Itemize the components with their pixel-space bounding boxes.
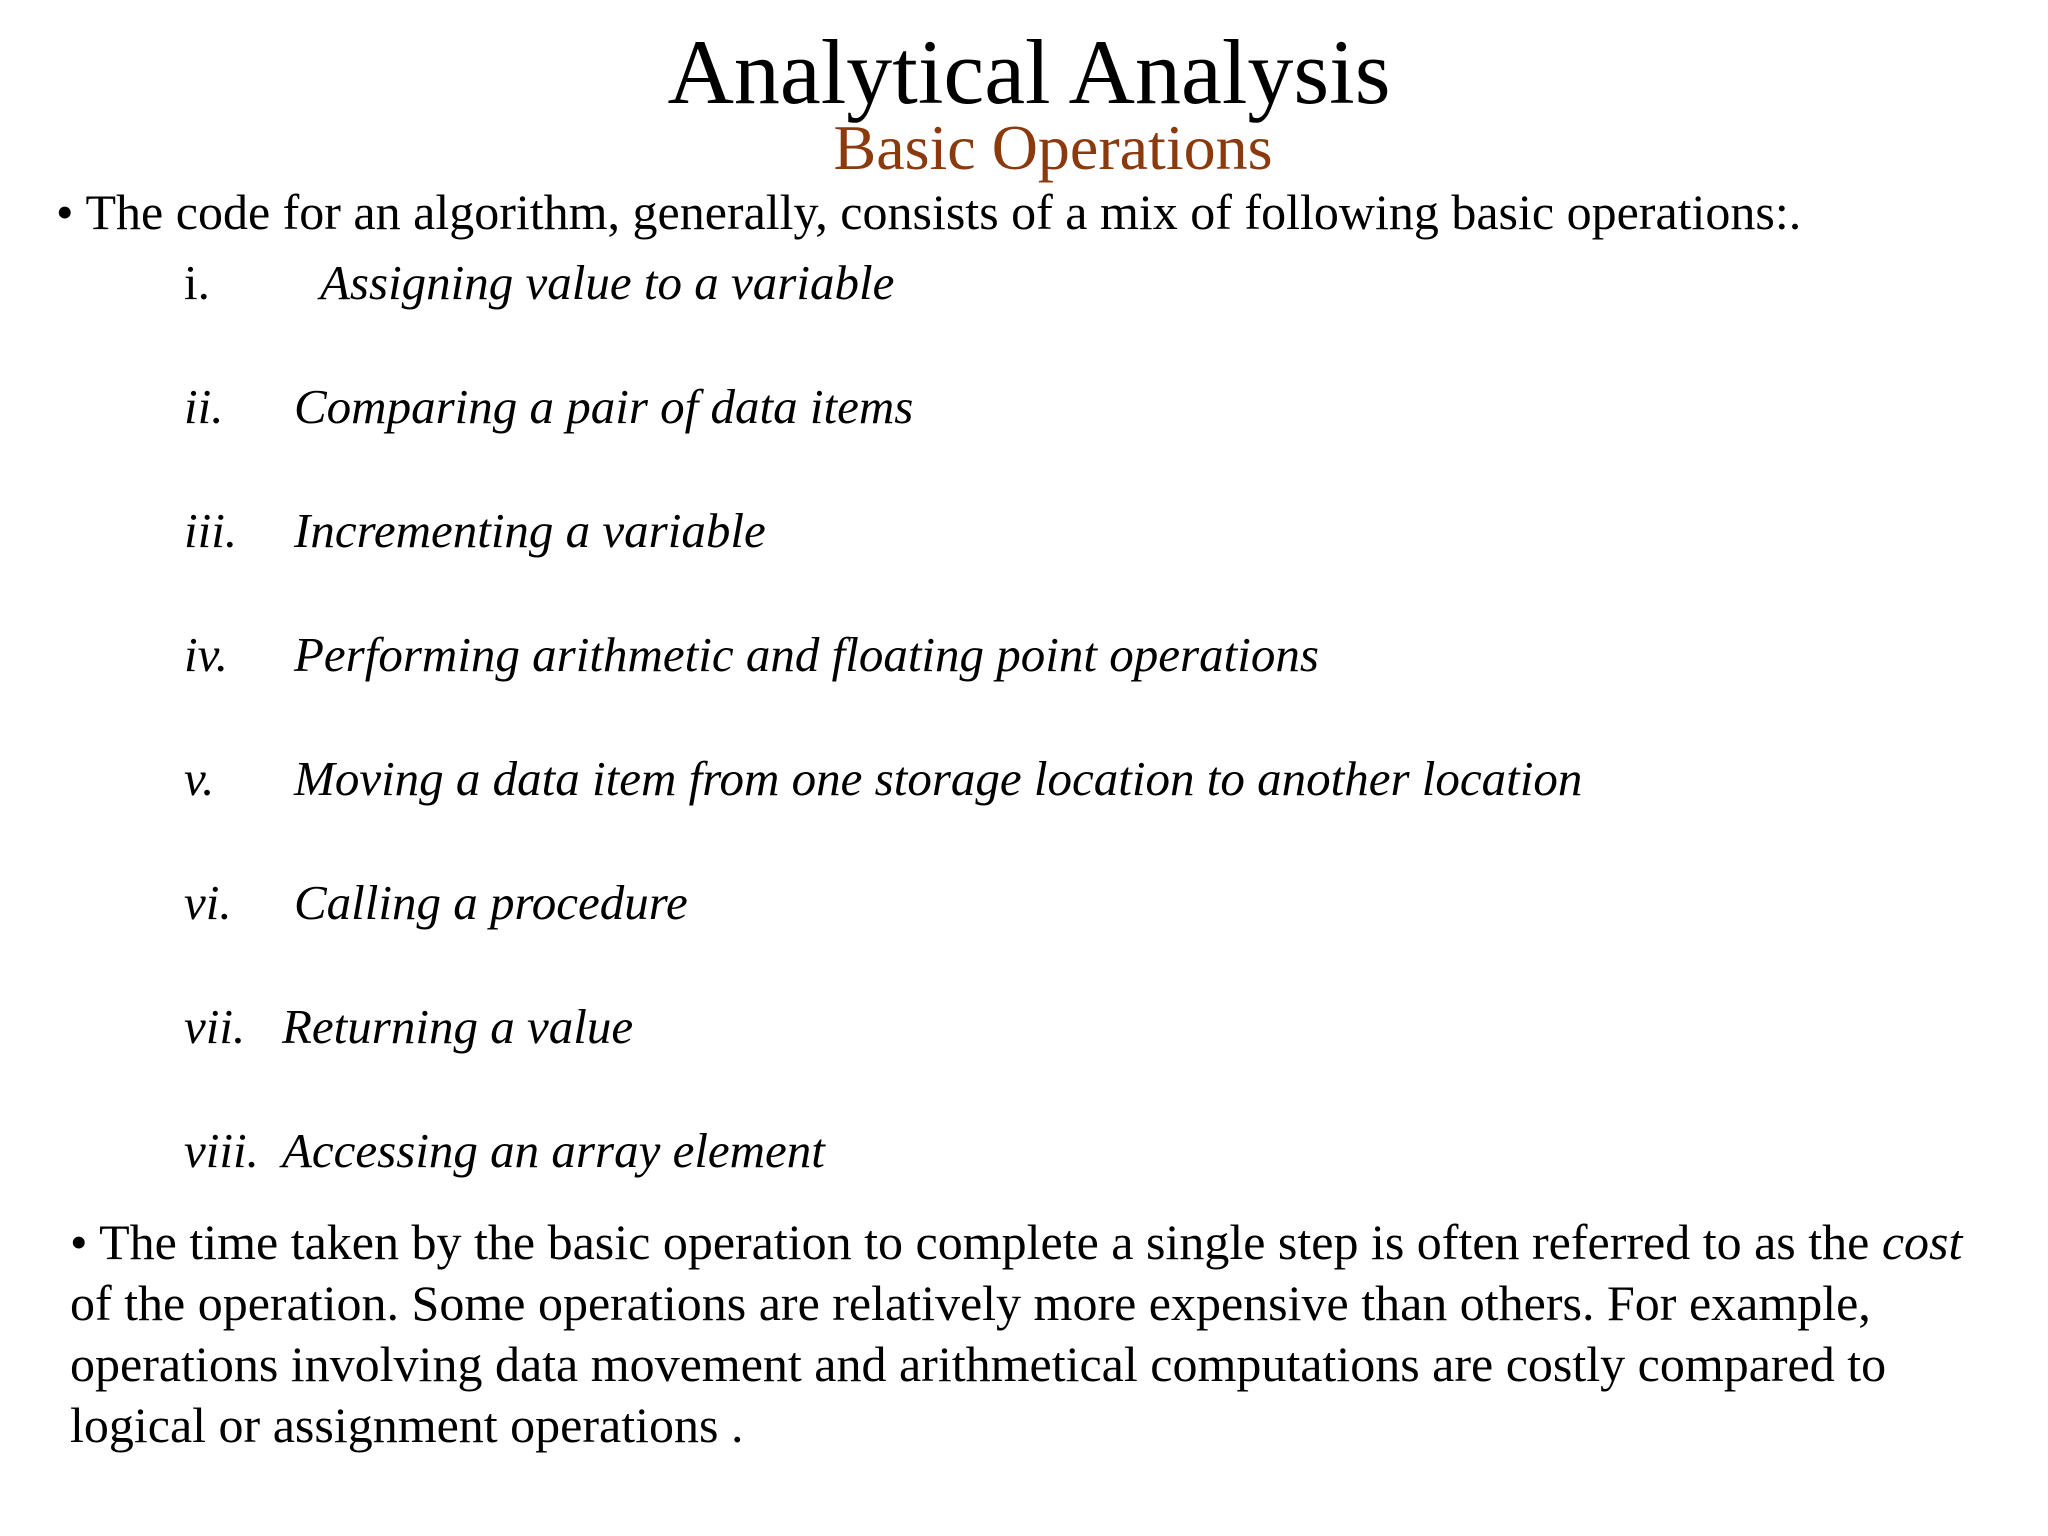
- bullet-icon: •: [70, 1214, 88, 1270]
- cost-text-prefix: The time taken by the basic operation to complete a single step is often referred to as the: [99, 1214, 1882, 1270]
- cost-paragraph-line-1: [70, 1212, 2040, 1273]
- cost-paragraph-line-4: logical or assignment operations .: [70, 1397, 744, 1453]
- slide-title: Analytical Analysis: [667, 21, 1391, 123]
- operation-text: Returning a value: [282, 999, 634, 1054]
- bullet-icon: •: [56, 184, 74, 240]
- operation-text: Incrementing a variable: [294, 503, 766, 558]
- cost-paragraph: [70, 1212, 2040, 1456]
- cost-paragraph-line-3: operations involving data movement and arithmetical computations are costly compared to: [70, 1336, 1887, 1392]
- operation-text: Performing arithmetic and floating point operations: [294, 627, 1319, 682]
- operation-number: v.: [184, 751, 215, 806]
- intro-text: The code for an algorithm, generally, consists of a mix of following basic operations:.: [85, 184, 1802, 240]
- operation-number: i.: [184, 255, 210, 310]
- operation-number: iii.: [184, 503, 238, 558]
- operation-number: vi.: [184, 875, 232, 930]
- operation-number: vii.: [184, 999, 246, 1054]
- operation-text: Accessing an array element: [282, 1123, 825, 1178]
- operation-text: Assigning value to a variable: [320, 255, 895, 310]
- cost-paragraph-line-2: of the operation. Some operations are relatively more expensive than others. For example,: [70, 1275, 1871, 1331]
- operation-number: iv.: [184, 627, 228, 682]
- operation-text: Comparing a pair of data items: [294, 379, 914, 434]
- operation-number: viii.: [184, 1123, 259, 1178]
- cost-emphasis: cost: [1881, 1214, 1963, 1270]
- operation-number: ii.: [184, 379, 224, 434]
- slide-subtitle: Basic Operations: [833, 112, 1273, 183]
- operation-text: Calling a procedure: [294, 875, 688, 930]
- intro-bullet: [56, 182, 1801, 242]
- operation-text: Moving a data item from one storage location to another location: [294, 751, 1583, 806]
